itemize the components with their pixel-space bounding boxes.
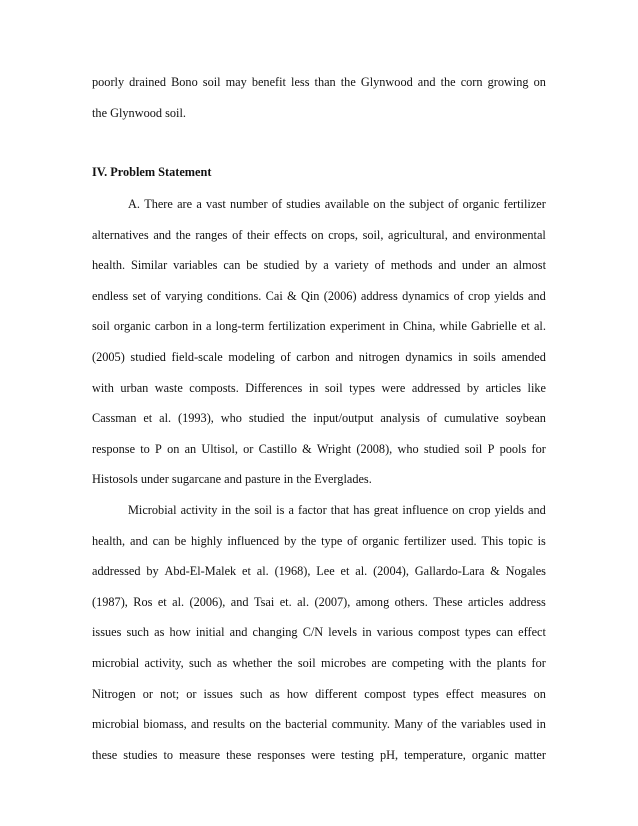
text-line: A. There are a vast number of studies available on the subject of organic fertilizer bbox=[128, 197, 546, 211]
text-line: endless set of varying conditions. Cai & Qin (2006) address dynamics of crop yields and bbox=[92, 288, 546, 303]
text-line: microbial biomass, and results on the bacterial community. Many of the variables used in bbox=[92, 717, 546, 732]
paragraph-b bbox=[92, 495, 546, 770]
text-line: Microbial activity in the soil is a factor that has great influence on crop yields and bbox=[128, 503, 546, 517]
text-line: (1987), Ros et al. (2006), and Tsai et. al. (2007), among others. These articles address bbox=[92, 594, 546, 609]
paragraph-a bbox=[92, 189, 546, 495]
text-line: (2005) studied field-scale modeling of carbon and nitrogen dynamics in soils amended bbox=[92, 349, 546, 364]
text-line: Cassman et al. (1993), who studied the input/output analysis of cumulative soybean bbox=[92, 411, 546, 426]
text-line: microbial activity, such as whether the soil microbes are competing with the plants for bbox=[92, 655, 546, 670]
text-line: Histosols under sugarcane and pasture in the Everglades. bbox=[92, 472, 372, 487]
text-line: these studies to measure these responses were testing pH, temperature, organic matter bbox=[92, 747, 546, 762]
text-line: poorly drained Bono soil may benefit less than the Glynwood and the corn growing on bbox=[92, 75, 546, 89]
text-line: health, and can be highly influenced by the type of organic fertilizer used. This topic is bbox=[92, 533, 546, 548]
text-line: soil organic carbon in a long-term fertilization experiment in China, while Gabrielle et al. bbox=[92, 319, 546, 334]
text-line: issues such as how initial and changing C/N levels in various compost types can effect bbox=[92, 625, 546, 640]
intro-paragraph bbox=[92, 67, 546, 128]
text-line: the Glynwood soil. bbox=[92, 105, 186, 120]
text-line: health. Similar variables can be studied by a variety of methods and under an almost bbox=[92, 258, 546, 273]
section-heading: IV. Problem Statement bbox=[92, 165, 212, 179]
text-line: with urban waste composts. Differences in soil types were addressed by articles like bbox=[92, 380, 546, 395]
text-line: Nitrogen or not; or issues such as how different compost types effect measures on bbox=[92, 686, 546, 701]
text-line: alternatives and the ranges of their effects on crops, soil, agricultural, and environmental bbox=[92, 227, 546, 242]
text-line: addressed by Abd-El-Malek et al. (1968), Lee et al. (2004), Gallardo-Lara & Nogales bbox=[92, 564, 546, 579]
text-line: response to P on an Ultisol, or Castillo & Wright (2008), who studied soil P pools for bbox=[92, 441, 546, 456]
